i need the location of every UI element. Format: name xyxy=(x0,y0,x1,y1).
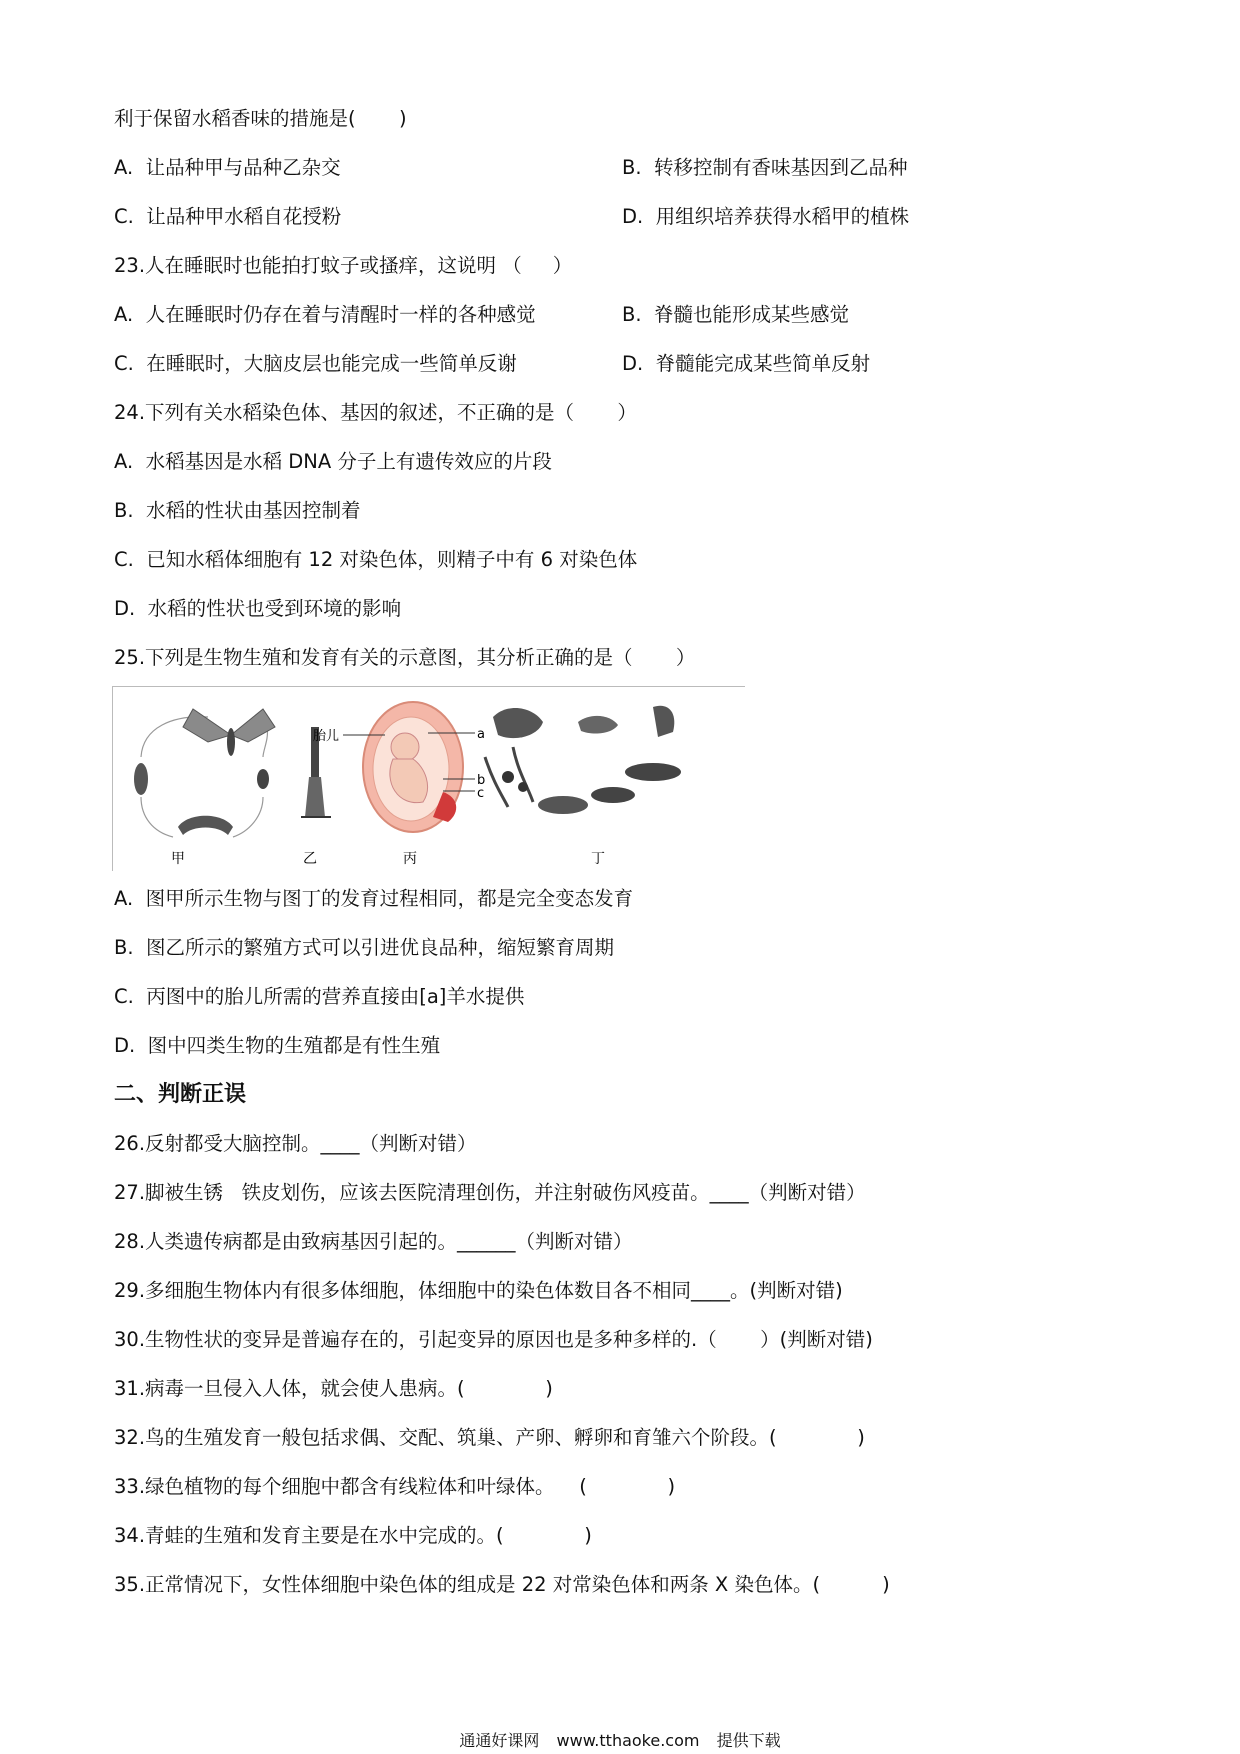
judge-item-31: 31.病毒一旦侵入人体，就会使人患病。( ) xyxy=(114,1377,553,1400)
reproduction-diagram xyxy=(113,687,745,871)
figure-label-yi: 乙 xyxy=(303,851,317,867)
q22-option-d: D. 用组织培养获得水稻甲的植株 xyxy=(622,205,910,228)
q25-option-b: B. 图乙所示的繁殖方式可以引进优良品种，缩短繁育周期 xyxy=(114,936,614,959)
q25-option-a: A. 图甲所示生物与图丁的发育过程相同，都是完全变态发育 xyxy=(114,887,634,910)
footer-note: 提供下载 xyxy=(716,1731,781,1750)
section-title: 二、判断正误 xyxy=(114,1082,247,1107)
figure-label-b: b xyxy=(477,773,486,788)
q22-option-c: C. 让品种甲水稻自花授粉 xyxy=(114,205,342,228)
q25-stem: 25.下列是生物生殖和发育有关的示意图，其分析正确的是（ ） xyxy=(114,646,696,669)
q24-option-a: A. 水稻基因是水稻 DNA 分子上有遗传效应的片段 xyxy=(114,450,552,473)
judge-item-28: 28.人类遗传病都是由致病基因引起的。______（判断对错） xyxy=(114,1230,633,1253)
judge-item-32: 32.鸟的生殖发育一般包括求偶、交配、筑巢、产卵、孵卵和育雏六个阶段。( ) xyxy=(114,1426,865,1449)
judge-item-35: 35.正常情况下，女性体细胞中染色体的组成是 22 对常染色体和两条 X 染色体。( ) xyxy=(114,1573,890,1596)
figure-label-ding: 丁 xyxy=(591,851,605,867)
q23-option-b: B. 脊髓也能形成某些感觉 xyxy=(622,303,849,326)
q25-option-d: D. 图中四类生物的生殖都是有性生殖 xyxy=(114,1034,441,1057)
butterfly-lifecycle-drawing xyxy=(134,709,275,837)
footer-url[interactable]: www.tthaoke.com xyxy=(556,1731,700,1750)
q22-stem: 利于保留水稻香味的措施是( ) xyxy=(114,107,407,130)
q25-option-c: C. 丙图中的胎儿所需的营养直接由[a]羊水提供 xyxy=(114,985,525,1008)
q24-option-b: B. 水稻的性状由基因控制着 xyxy=(114,499,361,522)
judge-item-27: 27.脚被生锈 铁皮划伤，应该去医院清理创伤，并注射破伤风疫苗。____（判断对错） xyxy=(114,1181,866,1204)
q24-stem: 24.下列有关水稻染色体、基因的叙述，不正确的是（ ） xyxy=(114,401,637,424)
judge-item-30: 30.生物性状的变异是普遍存在的，引起变异的原因也是多种多样的.（ ）(判断对错) xyxy=(114,1328,873,1351)
judge-item-26: 26.反射都受大脑控制。____（判断对错） xyxy=(114,1132,477,1155)
q24-option-d: D. 水稻的性状也受到环境的影响 xyxy=(114,597,402,620)
figure-label-bing: 丙 xyxy=(403,851,417,867)
q23-option-a: A. 人在睡眠时仍存在着与清醒时一样的各种感觉 xyxy=(114,303,536,326)
frog-lifecycle-drawing xyxy=(485,706,681,814)
footer-site: 通通好课网 xyxy=(459,1731,540,1750)
figure-label-jia: 甲 xyxy=(171,851,185,867)
q24-option-c: C. 已知水稻体细胞有 12 对染色体，则精子中有 6 对染色体 xyxy=(114,548,638,571)
q23-option-d: D. 脊髓能完成某些简单反射 xyxy=(622,352,871,375)
q23-option-c: C. 在睡眠时，大脑皮层也能完成一些简单反谢 xyxy=(114,352,517,375)
judge-item-29: 29.多细胞生物体内有很多体细胞，体细胞中的染色体数目各不相同____。(判断对错) xyxy=(114,1279,843,1302)
reproduction-figure xyxy=(112,686,745,871)
judge-item-33: 33.绿色植物的每个细胞中都含有线粒体和叶绿体。 ( ) xyxy=(114,1475,676,1498)
q23-stem: 23.人在睡眠时也能拍打蚊子或搔痒，这说明 （ ） xyxy=(114,254,573,277)
figure-label-taier: 胎儿 xyxy=(312,729,339,744)
q22-option-a: A. 让品种甲与品种乙杂交 xyxy=(114,156,341,179)
figure-label-a: a xyxy=(477,727,485,742)
fetus-uterus-drawing xyxy=(343,702,475,832)
q22-option-b: B. 转移控制有香味基因到乙品种 xyxy=(622,156,908,179)
figure-label-c: c xyxy=(477,786,485,801)
judge-item-34: 34.青蛙的生殖和发育主要是在水中完成的。( ) xyxy=(114,1524,592,1547)
page-footer xyxy=(0,1731,1240,1751)
